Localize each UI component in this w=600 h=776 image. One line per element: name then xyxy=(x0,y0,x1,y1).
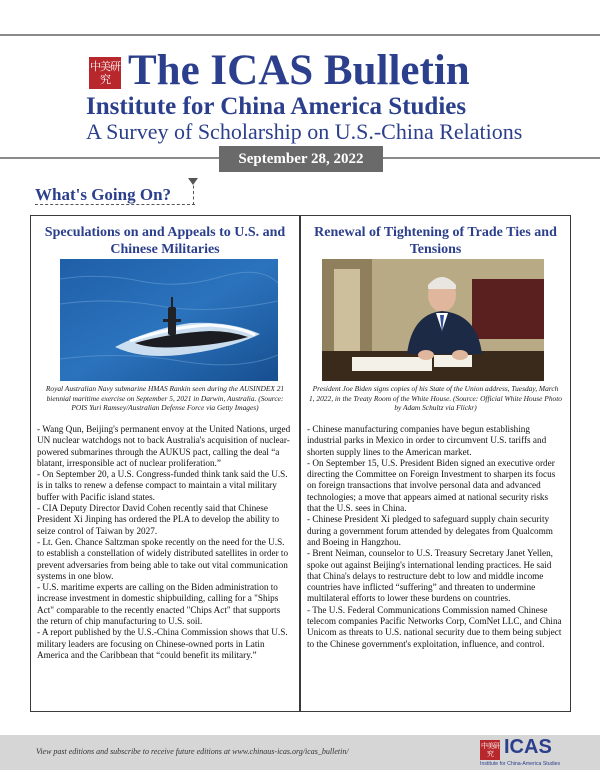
list-item: - Wang Qun, Beijing's permanent envoy at the United Nations, urged UN nuclear watchdogs not to back Australia's acquisition of nuclear-powered submarines through the AUKUS pact, calling the deal “a blatant, irresponsible act of nuclear proliferation.” xyxy=(37,424,291,468)
section-heading: What's Going On? xyxy=(35,185,172,204)
bulletin-tagline: A Survey of Scholarship on U.S.-China Relations xyxy=(86,119,523,144)
list-item: - On September 20, a U.S. Congress-funded think tank said the U.S. is in talks to renew a defense compact to maintain a vital military buffer with Pacific island states. xyxy=(37,469,288,502)
left-photo-caption: Royal Australian Navy submarine HMAS Rankin seen during the AUSINDEX 21 biennial maritime exercise on September 5, 2021 in Darwin, Australia. (Source: POIS Yuri Ramsey/Australian Defense Force via Getty Images) xyxy=(45,384,285,412)
list-item: - Brent Neiman, counselor to U.S. Treasury Secretary Janet Yellen, spoke out against Beijing's international lending practices. He said that China's delays to restructure debt to low and middle income countries have inflicted “suffering” and threaten to undermine multilateral efforts to lower these burdens on countries. xyxy=(307,548,553,604)
footer-bar xyxy=(0,735,600,770)
submarine-image xyxy=(60,259,278,381)
icas-logo-mark: 中美研究 xyxy=(89,57,121,89)
footer-logo-mark: 中美研究 xyxy=(481,742,499,758)
list-item: - Chinese President Xi pledged to safeguard supply chain security during a government forum attended by delegates from Qualcomm and Boeing in Hangzhou. xyxy=(307,514,553,547)
list-item: - On September 15, U.S. President Biden signed an executive order directing the Committee on Foreign Investment to sharpen its focus on foreign transactions that involve personal data and advanced technologies; a move that appears aimed at national security risks that the U.S. sees in China. xyxy=(307,457,556,514)
bulletin-title: The ICAS Bulletin xyxy=(128,47,470,94)
right-article-body xyxy=(307,424,564,650)
dashed-underline xyxy=(35,204,195,205)
top-rule xyxy=(0,34,600,36)
biden-signing-photo xyxy=(322,259,544,381)
right-article-title: Renewal of Tightening of Trade Ties and Tensions xyxy=(314,225,557,257)
institute-name: Institute for China America Studies xyxy=(86,93,467,120)
list-item: - Chinese manufacturing companies have begun establishing industrial parks in Mexico in order to circumvent U.S. tariffs and shorten supply lines to the American market. xyxy=(307,424,547,457)
right-article xyxy=(301,216,570,711)
left-article xyxy=(31,216,299,711)
list-item: - Lt. Gen. Chance Saltzman spoke recently on the need for the U.S. to establish a constellation of widely distributed satellites in order to prevent adversaries from being able to take out vital communication systems in one blow. xyxy=(37,536,289,581)
article-columns xyxy=(30,215,571,712)
right-photo-caption: President Joe Biden signs copies of his State of the Union address, Tuesday, March 1, 2022, in the Treaty Room of the White House. (Source: Official White House Photo by Adam Schultz via Flickr) xyxy=(309,384,562,412)
issue-date-badge: September 28, 2022 xyxy=(219,146,383,172)
footer-logo-name: ICAS xyxy=(504,736,552,758)
subscribe-link-text[interactable]: View past editions and subscribe to receive future editions at www.chinaus-icas.org/icas_bulletin/ xyxy=(36,747,349,756)
list-item: - A report published by the U.S.-China Commission shows that U.S. military leaders are focusing on Chinese-owned ports in Latin America and the Caribbean that “could benefit its military.” xyxy=(37,627,288,660)
list-item: - CIA Deputy Director David Cohen recently said that Chinese President Xi Jinping has ordered the PLA to develop the ability to seize control of Taiwan by 2027. xyxy=(37,503,280,536)
left-article-title: Speculations on and Appeals to U.S. and Chinese Militaries xyxy=(44,225,286,257)
left-article-body xyxy=(37,424,293,661)
biden-signing-image xyxy=(322,259,544,381)
footer-logo-subtitle: Institute for China-America Studies xyxy=(480,761,561,767)
submarine-photo xyxy=(60,259,278,381)
list-item: - The U.S. Federal Communications Commission named Chinese telecom companies Pacific Networks Corp, ComNet LLC, and China Unicom as threats to U.S. national security due to them being subject to the Chinese government's exploitation, influence, and control. xyxy=(307,604,562,649)
arrow-down-icon xyxy=(188,178,198,185)
list-item: - U.S. maritime experts are calling on the Biden administration to increase investment in domestic shipbuilding, calling for a "Ships Act" comparable to the recently enacted "Chips Act" that supports the return of chip manufacturing to U.S. soil. xyxy=(37,582,281,627)
